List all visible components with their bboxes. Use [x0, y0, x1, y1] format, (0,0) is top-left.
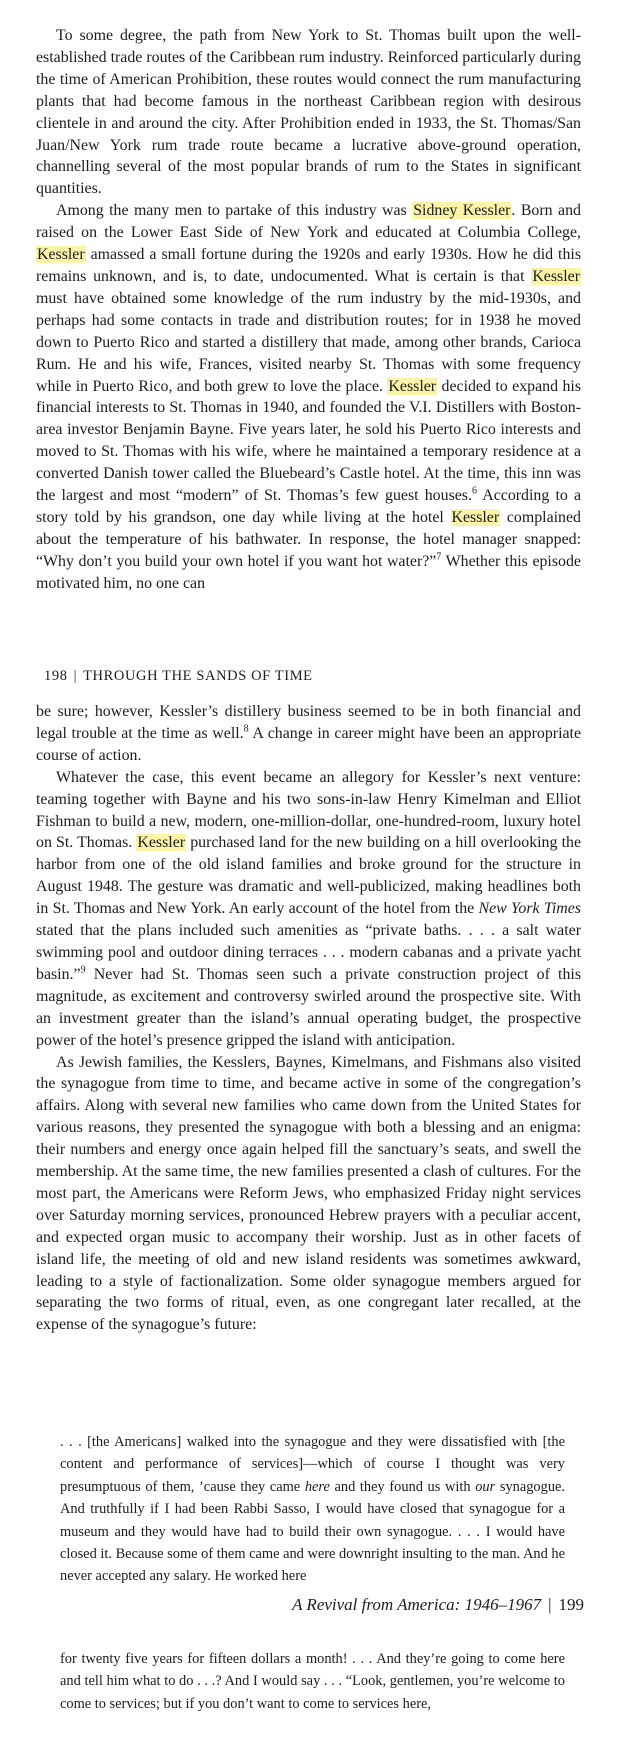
quote-paragraph	[60, 1648, 565, 1715]
block-quote-continued	[60, 1648, 565, 1715]
text-run: amassed a small fortune during the 1920s and early 1930s. How he did this remains unknown, and is, to date, undocumented. What is certain is that	[36, 246, 581, 285]
text-run: According to a story told by his grandson, one day while living at the hotel	[36, 487, 582, 526]
page-2-text	[36, 701, 581, 1336]
running-head-title: A Revival from America: 1946–1967	[292, 1595, 542, 1614]
italic-text: here	[304, 1478, 330, 1495]
text-run: complained about the temperature of his bathwater. In response, the hotel manager snapped: “Why don’t you build your own hotel if you want hot water?”	[36, 508, 582, 570]
text-run: for twenty five years for fifteen dollars a month! . . . And they’re going to come here and tell him what to do . . .? And I would say . . . “Look, gentlemen, you’re welcome to come to services; but if you don’t want to come to services here,	[60, 1651, 565, 1712]
highlighted-name: Kessler	[532, 267, 580, 285]
italic-text: New York Times	[478, 900, 581, 918]
running-head-separator: |	[548, 1595, 552, 1614]
text-run: . Born and raised on the Lower East Side of New York and educated at Columbia College,	[36, 202, 581, 242]
page-number: 198	[44, 668, 68, 684]
text-run: Never had St. Thomas seen such a private construction project of this magnitude, as excitement and controversy swirled around the prospective site. With an investment greater than the island’s annual operating budget, the prospective power of the hotel’s presence gripped the island with anticipation.	[36, 965, 581, 1049]
highlighted-name: Kessler	[137, 834, 186, 852]
highlighted-name: Kessler	[388, 377, 437, 395]
paragraph	[36, 25, 581, 200]
text-run: and they found us with	[329, 1478, 476, 1495]
text-run: decided to expand his financial interests to St. Thomas in 1940, and founded the V.I. Distillers with Boston-area investor Benjamin Bayne. Five years later, he sold his Puerto Rico interests and moved to St. Thomas with his wife, where he maintained a temporary residence at a converted Danish tower called the Bluebeard’s Castle hotel. At the time, this inn was the largest and most “modern” of St. Thomas’s few guest houses.	[36, 377, 582, 505]
footnote-marker: 7	[436, 551, 442, 563]
running-head-title: THROUGH THE SANDS OF TIME	[83, 668, 313, 684]
page-1-text	[36, 25, 581, 595]
text-run: A change in career might have been an appropriate course of action.	[36, 724, 582, 764]
highlighted-name: Kessler	[451, 508, 500, 526]
text-run: Among the many men to partake of this industry was	[56, 202, 413, 220]
italic-text: our	[475, 1478, 496, 1495]
running-head-separator: |	[73, 668, 78, 684]
text-run: purchased land for the new building on a hill overlooking the harbor from one of the old island families and broke ground for the structure in August 1948. The gesture was dramatic and well-publicized, making headlines both in St. Thomas and New York. An early account of the hotel from the	[36, 834, 581, 918]
running-head-199	[292, 1595, 584, 1615]
paragraph	[36, 200, 581, 594]
highlighted-name: Kessler	[37, 246, 85, 264]
quote-paragraph	[60, 1431, 565, 1588]
footnote-marker: 8	[243, 723, 249, 735]
footnote-marker: 6	[471, 485, 477, 497]
text-run: . . . [the Americans] walked into the synagogue and they were dissatisfied with [the content and performance of services]—which of course I thought was very presumptuous of them, ’cause they came	[60, 1434, 565, 1495]
text-run: To some degree, the path from New York to St. Thomas built upon the well-established trade routes of the Caribbean rum industry. Reinforced particularly during the time of American Prohibition, these routes would connect the rum manufacturing plants that had become famous in the northeast Caribbean region with desirous clientele in and around the city. After Prohibition ended in 1933, the St. Thomas/San Juan/New York rum trade route became a lucrative above-ground operation, channelling several of the most popular brands of rum to the States in significant quantities.	[36, 27, 581, 198]
text-run: be sure; however, Kessler’s distillery business seemed to be in both financial and legal trouble at the time as well.	[36, 703, 581, 742]
text-run: synagogue. And truthfully if I had been Rabbi Sasso, I would have closed that synagogue for a museum and they would have had to build their own synagogue. . . . I would have closed it. Because some of them came and were downright insulting to the man. And he never accepted any salary. He worked here	[60, 1478, 566, 1585]
text-run: Whether this episode motivated him, no one can	[36, 552, 581, 592]
page-number: 199	[558, 1595, 584, 1614]
text-run: stated that the plans included such amenities as “private baths. . . . a salt water swimming pool and outdoor dining terraces . . . modern cabanas and a private yacht basin.”	[36, 922, 581, 983]
paragraph	[36, 1052, 581, 1337]
footnote-marker: 9	[80, 964, 86, 976]
block-quote	[60, 1431, 565, 1588]
paragraph	[36, 701, 581, 767]
paragraph	[36, 767, 581, 1052]
text-run: Whatever the case, this event became an allegory for Kessler’s next venture: teaming together with Bayne and his two sons-in-law Henry Kimelman and Elliot Fishman to build a new, modern, one-million-dollar, one-hundred-room, luxury hotel on St. Thomas.	[36, 768, 581, 852]
running-head-198	[44, 668, 313, 685]
highlighted-name: Sidney Kessler	[413, 202, 511, 220]
text-run: must have obtained some knowledge of the rum industry by the mid-1930s, and perhaps had some contacts in trade and distribution routes; for in 1938 he moved down to Puerto Rico and started a distillery that made, among other brands, Carioca Rum. He and his wife, Frances, visited nearby St. Thomas with some frequency while in Puerto Rico, and both grew to love the place.	[36, 289, 581, 395]
text-run: As Jewish families, the Kesslers, Baynes, Kimelmans, and Fishmans also visited the synagogue from time to time, and became active in some of the congregation’s affairs. Along with several new families who came down from the United States for various reasons, they presented the synagogue with both a blessing and an enigma: their numbers and energy once again helped fill the sanctuary’s seats, and swell the membership. At the same time, the new families presented a clash of cultures. For the most part, the Americans were Reform Jews, who emphasized Friday night services over Saturday morning services, pronounced Hebrew prayers with a peculiar accent, and expected organ music to accompany their worship. Just as in other facets of island life, the meeting of old and new island residents was sometimes awkward, leading to a style of factionalization. Some older synagogue members argued for separating the two forms of ritual, even, as one congregant later recalled, at the expense of the synagogue’s future:	[36, 1053, 581, 1334]
